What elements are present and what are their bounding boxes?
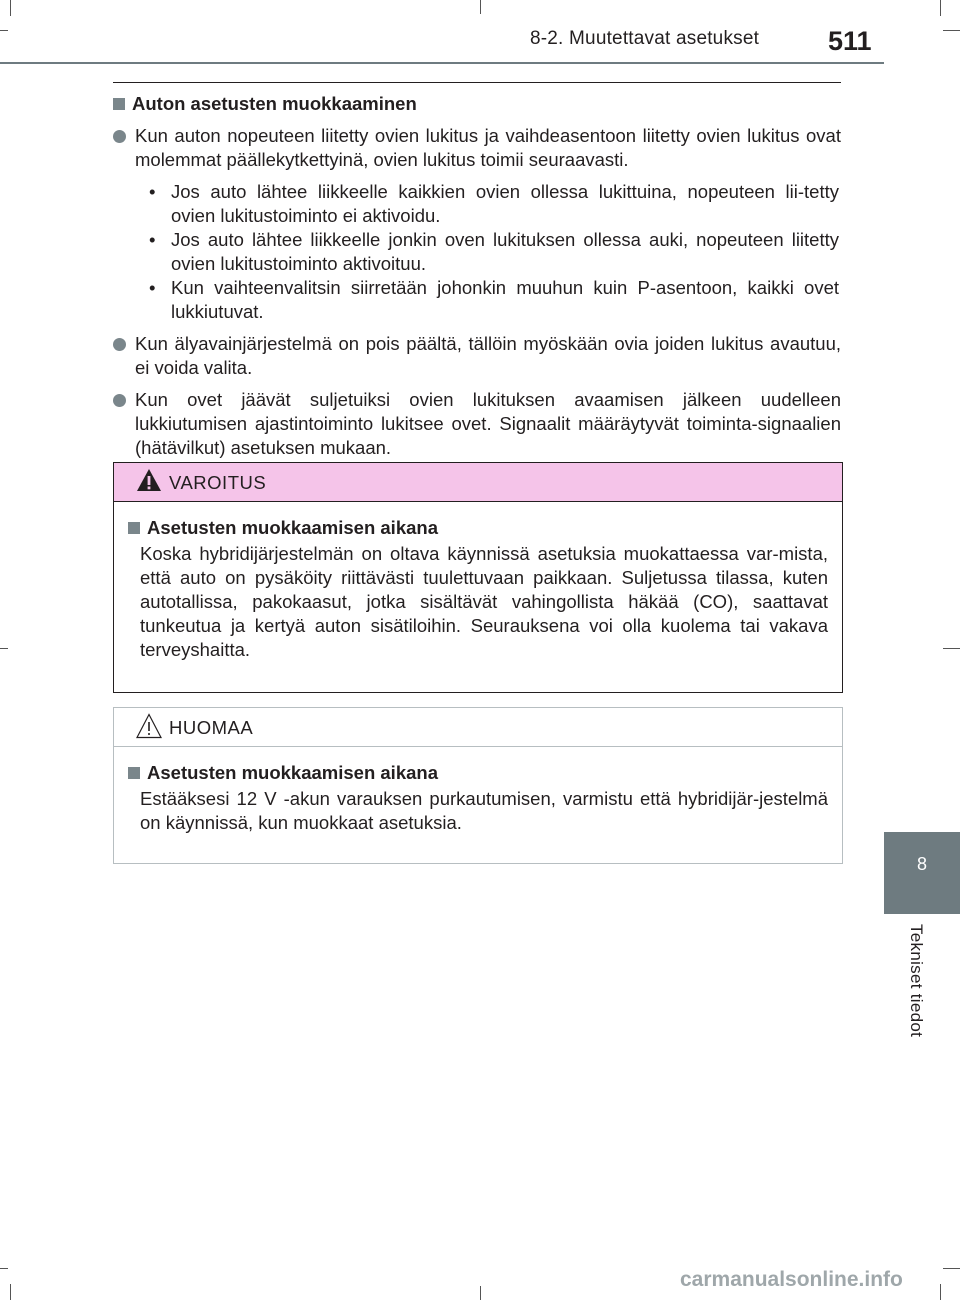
section-heading xyxy=(113,92,841,116)
list-item xyxy=(113,332,841,380)
crop-mark xyxy=(940,0,941,16)
square-bullet-icon xyxy=(128,767,140,779)
crop-mark xyxy=(943,648,960,649)
chapter-label: Tekniset tiedot xyxy=(907,924,926,1038)
header-section-title: 8-2. Muutettavat asetukset xyxy=(530,28,760,49)
circle-bullet-icon xyxy=(113,338,126,351)
sub-list-item xyxy=(149,180,839,228)
warning-heading xyxy=(128,516,828,540)
warning-title: VAROITUS xyxy=(169,472,267,493)
list-item xyxy=(113,124,841,172)
sub-bullet-text: Jos auto lähtee liikkeelle kaikkien ovien ollessa lukittuina, nopeuteen lii-tetty ovien lukitustoiminto ei aktivoidu. xyxy=(171,181,839,226)
chapter-number: 8 xyxy=(916,854,927,874)
page-number: 511 xyxy=(828,26,872,56)
notice-box xyxy=(113,707,843,864)
sub-bullet-text: Jos auto lähtee liikkeelle jonkin oven lukituksen ollessa auki, nopeuteen liitetty ovien lukitustoiminto aktivoituu. xyxy=(171,229,839,274)
crop-mark xyxy=(0,30,8,31)
circle-bullet-icon xyxy=(113,130,126,143)
warning-box xyxy=(113,462,843,693)
bullet-text: Kun ovet jäävät suljetuiksi ovien lukituksen avaamisen jälkeen uudelleen lukkiutumisen ajastintoiminto lukitsee ovet. Signaalit määräytyvät toiminta-signaalien (hätävilkut) asetuksen mukaan. xyxy=(135,389,841,458)
notice-text: Estääksesi 12 V -akun varauksen purkautumisen, varmistu että hybridijär-jestelmä on käynnissä, kun muokkaat asetuksia. xyxy=(140,788,828,833)
warning-triangle-icon xyxy=(136,468,162,492)
warning-header xyxy=(114,463,842,502)
crop-mark xyxy=(10,1284,11,1300)
bullet-text: Kun älyavainjärjestelmä on pois päältä, tällöin myöskään ovia joiden lukitus avautuu, ei voida valita. xyxy=(135,333,841,378)
header-rule xyxy=(0,62,884,64)
main-content xyxy=(113,92,841,460)
sub-bullet-marker: • xyxy=(149,277,156,298)
crop-mark xyxy=(940,1284,941,1300)
warning-heading-text: Asetusten muokkaamisen aikana xyxy=(147,517,438,538)
notice-header xyxy=(114,708,842,747)
chapter-tab-divider xyxy=(884,912,960,914)
notice-heading-text: Asetusten muokkaamisen aikana xyxy=(147,762,438,783)
crop-mark xyxy=(943,30,960,31)
sub-bullet-text: Kun vaihteenvalitsin siirretään johonkin muuhun kuin P-asentoon, kaikki ovet lukkiutuvat. xyxy=(171,277,839,322)
crop-mark xyxy=(0,1268,8,1269)
warning-text: Koska hybridijärjestelmän on oltava käynnissä asetuksia muokattaessa var-mista, että auto on pysäköity riittävästi tuulettuvaan paikkaan. Suljetussa tilassa, kuten autotallissa, pakokaasut, jotka sisältävät vahingollista häkää (CO), saattavat tunkeutua ja kertyä auton sisätiloihin. Seurauksena voi olla kuolema tai vakava terveyshaitta. xyxy=(140,543,828,660)
notice-title: HUOMAA xyxy=(169,717,254,738)
crop-mark xyxy=(480,1286,481,1300)
crop-mark xyxy=(0,648,8,649)
caution-triangle-icon xyxy=(136,713,162,739)
notice-heading xyxy=(128,761,828,785)
sub-list-item xyxy=(149,276,839,324)
section-rule xyxy=(113,82,841,83)
crop-mark xyxy=(10,0,11,16)
square-bullet-icon xyxy=(113,98,125,110)
watermark: carmanualsonline.info xyxy=(680,1268,903,1291)
square-bullet-icon xyxy=(128,522,140,534)
sub-bullet-marker: • xyxy=(149,181,156,202)
circle-bullet-icon xyxy=(113,394,126,407)
crop-mark xyxy=(943,1268,960,1269)
bullet-text: Kun auton nopeuteen liitetty ovien lukitus ja vaihdeasentoon liitetty ovien lukitus ovat molemmat päällekytkettyinä, ovien lukitus toimii seuraavasti. xyxy=(135,125,841,170)
crop-mark xyxy=(480,0,481,14)
list-item xyxy=(113,388,841,460)
sub-list-item xyxy=(149,228,839,276)
sub-bullet-marker: • xyxy=(149,229,156,250)
section-title: Auton asetusten muokkaaminen xyxy=(132,93,417,114)
